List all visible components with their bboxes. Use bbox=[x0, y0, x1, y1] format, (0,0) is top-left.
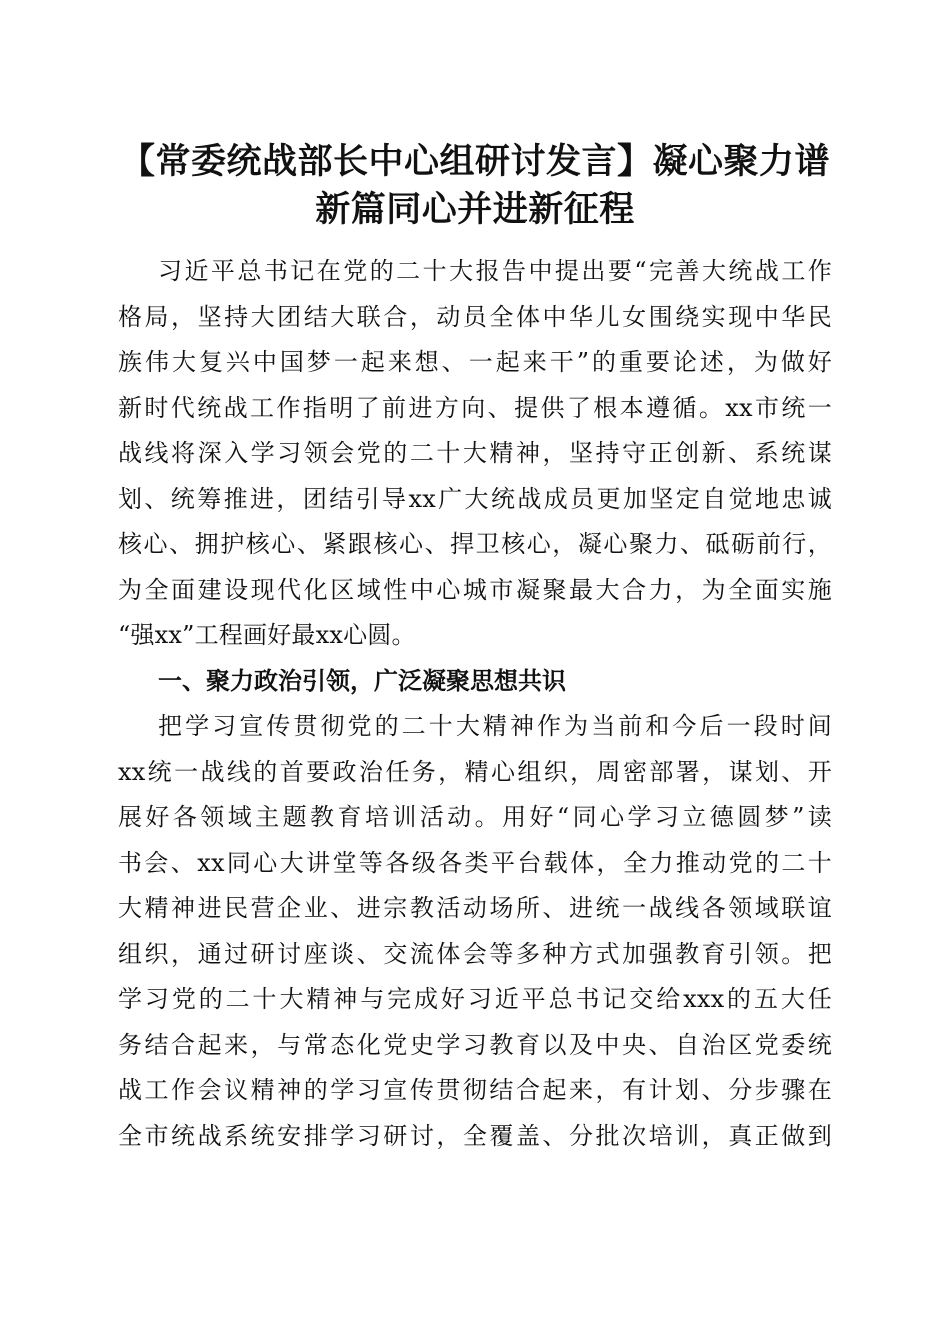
text-line: 新时代统战工作指明了前进方向、提供了根本遵循。xx市统一 bbox=[118, 393, 832, 422]
paragraph-intro bbox=[118, 249, 832, 659]
text-line: 战工作会议精神的学习宣传贯彻结合起来，有计划、分步骤在 bbox=[118, 1076, 832, 1104]
text-line: 全市统战系统安排学习研讨，全覆盖、分批次培训，真正做到 bbox=[118, 1121, 832, 1150]
title-line: 【常委统战部长中心组研讨发言】凝心聚力谱 bbox=[119, 142, 830, 182]
text-line: 把学习宣传贯彻党的二十大精神作为当前和今后一段时间 bbox=[158, 712, 832, 740]
document-title bbox=[118, 138, 832, 234]
text-line: 为全面建设现代化区域性中心城市凝聚最大合力，为全面实施 bbox=[118, 575, 832, 604]
text-line: 核心、拥护核心、紧跟核心、捍卫核心，凝心聚力、砥砺前行， bbox=[118, 530, 832, 558]
text-line: 组织，通过研讨座谈、交流体会等多种方式加强教育引领。把 bbox=[118, 939, 832, 968]
text-line: 务结合起来，与常态化党史学习教育以及中央、自治区党委统 bbox=[118, 1030, 832, 1059]
text-line: 展好各领域主题教育培训活动。用好“同心学习立德圆梦”读 bbox=[118, 803, 832, 831]
document-body bbox=[118, 249, 832, 1159]
text-line: 族伟大复兴中国梦一起来想、一起来干”的重要论述，为做好 bbox=[118, 348, 832, 376]
text-line: 学习党的二十大精神与完成好习近平总书记交给xxx的五大任 bbox=[118, 985, 832, 1013]
text-line: 格局，坚持大团结大联合，动员全体中华儿女围绕实现中华民 bbox=[118, 302, 832, 331]
paragraph-section1 bbox=[118, 704, 832, 1159]
text-line: 大精神进民营企业、进宗教活动场所、进统一战线各领域联谊 bbox=[118, 894, 832, 922]
title-line: 新篇同心并进新征程 bbox=[315, 190, 635, 230]
text-line: 战线将深入学习领会党的二十大精神，坚持守正创新、系统谋 bbox=[118, 439, 832, 467]
text-line: “强xx”工程画好最xx心圆。 bbox=[118, 621, 416, 649]
text-line: 习近平总书记在党的二十大报告中提出要“完善大统战工作 bbox=[158, 257, 832, 285]
text-line: xx统一战线的首要政治任务，精心组织，周密部署，谋划、开 bbox=[118, 757, 832, 786]
section-heading: 一、聚力政治引领，广泛凝聚思想共识 bbox=[158, 666, 566, 695]
text-line: 划、统筹推进，团结引导xx广大统战成员更加坚定自觉地忠诚 bbox=[118, 484, 832, 513]
text-line: 书会、xx同心大讲堂等各级各类平台载体，全力推动党的二十 bbox=[118, 848, 832, 877]
